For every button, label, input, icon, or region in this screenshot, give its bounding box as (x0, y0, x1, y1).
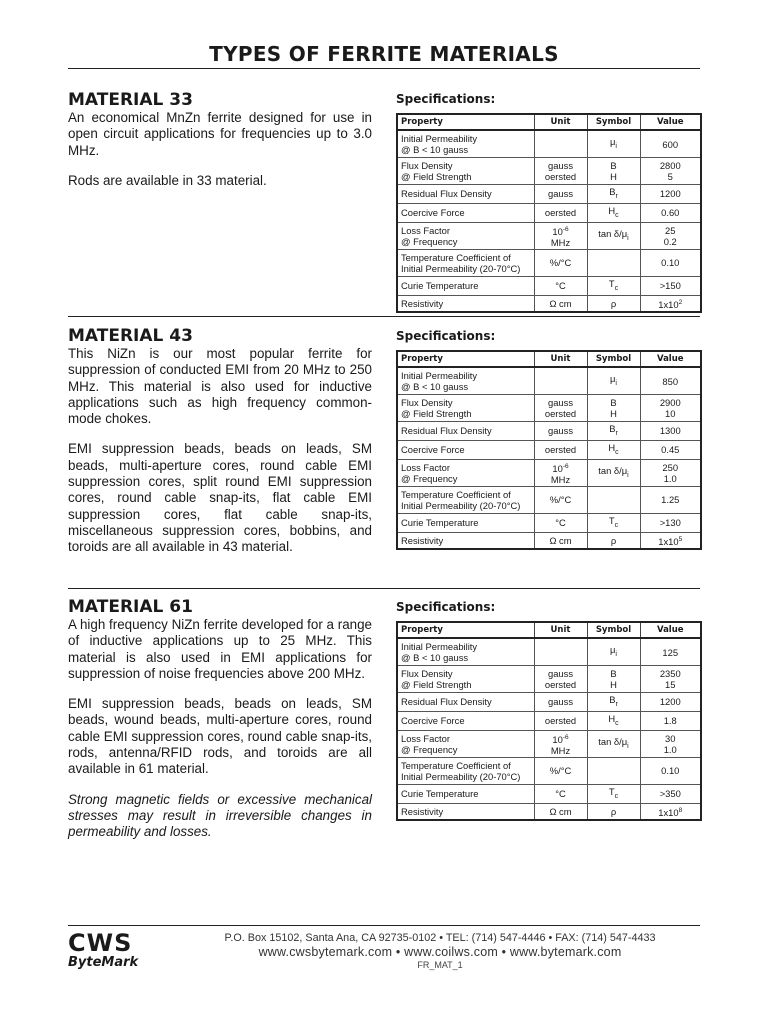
table-header-row (397, 114, 701, 130)
value-main: 1300 (659, 425, 681, 437)
table-row (397, 693, 701, 712)
symbol-subscript: i (615, 650, 617, 658)
symbol-main: ρ (610, 297, 617, 309)
unit-cell: Ω cm (534, 532, 587, 549)
unit-cell (534, 222, 587, 249)
unit-cell (534, 130, 587, 158)
property-header: Property (397, 114, 534, 130)
symbol-cell (587, 638, 640, 666)
unit-line2: MHz (550, 473, 571, 485)
table-row (397, 757, 701, 784)
property-cell: Residual Flux Density (397, 693, 534, 712)
value-cell (640, 693, 701, 712)
value-header: Value (640, 622, 701, 638)
unit-cell: gauss (534, 422, 587, 441)
symbol-main: B (609, 423, 616, 434)
value-main: 850 (662, 375, 679, 387)
unit-cell (534, 730, 587, 757)
unit-exponent: -6 (562, 733, 569, 741)
unit-cell: gauss oersted (534, 158, 587, 185)
symbol-cell (587, 203, 640, 222)
value-main: 1x10 (658, 298, 679, 310)
value-main: 1x10 (658, 806, 679, 818)
value-main: 1200 (659, 696, 681, 708)
material-description: A high frequency NiZn ferrite developed for a range of inductive applications up to 25 MHz. This material is also used in EMI applications for suppression of noise frequencies above 200 MHz. (68, 617, 372, 681)
symbol-subscript: c (614, 792, 619, 800)
unit-cell: %/°C (534, 486, 587, 513)
symbol-main: B (609, 694, 616, 705)
page-title: TYPES OF FERRITE MATERIALS (209, 42, 559, 66)
symbol-cell (587, 185, 640, 204)
property-cell: Initial Permeability @ B < 10 gauss (397, 130, 534, 158)
value-cell (640, 295, 701, 312)
symbol-cell (587, 295, 640, 312)
value-main: 30 1.0 (663, 732, 677, 755)
value-cell (640, 158, 701, 185)
symbol-cell (587, 367, 640, 395)
unit-cell: gauss oersted (534, 666, 587, 693)
material-43-specs (396, 329, 700, 550)
table-row (397, 222, 701, 249)
value-cell (640, 276, 701, 295)
value-main: 1200 (659, 188, 681, 200)
unit-cell (534, 367, 587, 395)
material-33-section (68, 90, 372, 203)
table-row (397, 367, 701, 395)
value-cell (640, 784, 701, 803)
value-cell (640, 130, 701, 158)
material-heading: MATERIAL 33 (68, 90, 193, 110)
value-main: 0.10 (661, 257, 680, 269)
symbol-main: B H (610, 397, 617, 419)
unit-cell: °C (534, 276, 587, 295)
logo-text: CWS (68, 929, 133, 957)
unit-cell: Ω cm (534, 803, 587, 820)
unit-exponent: -6 (562, 225, 569, 233)
property-cell: Temperature Coefficient of Initial Permeability (20-70°C) (397, 486, 534, 513)
value-main: 125 (662, 646, 679, 658)
property-cell: Coercive Force (397, 711, 534, 730)
unit-base: 10 (552, 462, 563, 474)
property-cell: Resistivity (397, 295, 534, 312)
unit-header: Unit (534, 351, 587, 367)
symbol-subscript: r (615, 192, 618, 200)
unit-line2: MHz (550, 744, 571, 756)
table-row (397, 295, 701, 312)
table-header-row (397, 351, 701, 367)
property-cell: Loss Factor @ Frequency (397, 730, 534, 757)
unit-line2: MHz (550, 236, 571, 248)
table-row (397, 486, 701, 513)
symbol-cell (587, 757, 640, 784)
material-description: This NiZn is our most popular ferrite for suppression of conducted EMI from 20 MHz to 250 MHz. This material is also used for inductive applications such as high frequency common-mode chokes. (68, 346, 372, 427)
property-cell: Loss Factor @ Frequency (397, 459, 534, 486)
property-cell: Curie Temperature (397, 276, 534, 295)
symbol-cell (587, 249, 640, 276)
symbol-main: H (608, 204, 616, 216)
material-availability: Rods are available in 33 material. (68, 172, 267, 188)
symbol-cell (587, 459, 640, 486)
material-61-specs (396, 600, 700, 821)
property-cell: Resistivity (397, 803, 534, 820)
material-heading: MATERIAL 61 (68, 597, 193, 617)
value-cell (640, 513, 701, 532)
specifications-table (396, 621, 702, 821)
unit-base: 10 (552, 225, 563, 237)
value-cell (640, 638, 701, 666)
symbol-cell (587, 532, 640, 549)
symbol-subscript: i (627, 471, 629, 479)
unit-cell: gauss (534, 185, 587, 204)
property-cell: Residual Flux Density (397, 422, 534, 441)
symbol-main: B (609, 186, 616, 197)
footer-address: P.O. Box 15102, Santa Ana, CA 92735-0102 • TEL: (714) 547-4446 • FAX: (714) 547-4433 (224, 932, 656, 944)
symbol-subscript: c (615, 211, 619, 219)
property-cell: Temperature Coefficient of Initial Permeability (20-70°C) (397, 249, 534, 276)
value-main: 1.8 (663, 715, 677, 727)
value-cell (640, 185, 701, 204)
table-row (397, 532, 701, 549)
unit-cell: %/°C (534, 757, 587, 784)
material-43-section (68, 326, 372, 570)
material-heading: MATERIAL 43 (68, 326, 193, 346)
value-exponent: 8 (678, 806, 683, 814)
table-row (397, 440, 701, 459)
material-description: An economical MnZn ferrite designed for use in open circuit applications for frequencies up to 3.0 MHz. (68, 110, 372, 158)
value-cell (640, 222, 701, 249)
symbol-main: μ (610, 373, 616, 385)
unit-cell: Ω cm (534, 295, 587, 312)
symbol-cell (587, 158, 640, 185)
property-cell: Coercive Force (397, 203, 534, 222)
value-main: >150 (659, 280, 681, 292)
title-divider (68, 68, 700, 69)
section-divider (68, 316, 700, 317)
symbol-cell (587, 784, 640, 803)
symbol-main: B H (610, 160, 617, 182)
property-cell: Flux Density @ Field Strength (397, 158, 534, 185)
symbol-main: ρ (610, 534, 617, 546)
unit-cell: gauss oersted (534, 395, 587, 422)
table-row (397, 395, 701, 422)
symbol-main: H (608, 712, 616, 724)
unit-cell: oersted (534, 711, 587, 730)
property-header: Property (397, 351, 534, 367)
symbol-subscript: r (615, 700, 618, 708)
table-row (397, 803, 701, 820)
table-row (397, 730, 701, 757)
value-main: 2900 10 (659, 397, 681, 419)
logo-subtext: ByteMark (68, 955, 139, 970)
material-availability: EMI suppression beads, beads on leads, SM beads, multi-aperture cores, round cable EMI suppression cores, split round EMI suppression cores, round cable snap-its, flat cable EMI suppression cores, flat cable snap-its, miscellaneous suppression cores, bobbins, and toroids are all available in 43 material. (68, 441, 372, 555)
unit-header: Unit (534, 114, 587, 130)
symbol-cell (587, 513, 640, 532)
value-main: >350 (659, 788, 681, 800)
symbol-header: Symbol (587, 114, 640, 130)
symbol-cell (587, 276, 640, 295)
value-main: 0.45 (661, 444, 680, 456)
value-cell (640, 459, 701, 486)
symbol-main: ρ (610, 805, 617, 817)
unit-cell (534, 459, 587, 486)
specifications-heading: Specifications: (396, 329, 496, 343)
specifications-table (396, 113, 702, 313)
property-cell: Curie Temperature (397, 784, 534, 803)
table-row (397, 158, 701, 185)
footer-websites[interactable]: www.cwsbytemark.com • www.coilws.com • www.bytemark.com (258, 945, 622, 959)
material-33-specs (396, 92, 700, 313)
property-cell: Flux Density @ Field Strength (397, 666, 534, 693)
value-header: Value (640, 351, 701, 367)
symbol-cell (587, 486, 640, 513)
unit-cell: °C (534, 784, 587, 803)
symbol-cell (587, 730, 640, 757)
value-exponent: 5 (678, 535, 683, 543)
symbol-main: tan δ/μ (598, 464, 628, 476)
value-main: 1.25 (661, 494, 680, 506)
property-cell: Flux Density @ Field Strength (397, 395, 534, 422)
symbol-subscript: i (627, 234, 629, 242)
symbol-subscript: c (615, 448, 619, 456)
value-main: 1x10 (658, 535, 679, 547)
cws-bytemark-logo (68, 931, 150, 970)
unit-cell: gauss (534, 693, 587, 712)
value-cell (640, 730, 701, 757)
table-row (397, 249, 701, 276)
table-row (397, 276, 701, 295)
unit-cell: oersted (534, 440, 587, 459)
table-row (397, 666, 701, 693)
value-cell (640, 395, 701, 422)
table-row (397, 130, 701, 158)
value-cell (640, 757, 701, 784)
table-row (397, 711, 701, 730)
symbol-main: μ (610, 136, 616, 148)
symbol-subscript: c (614, 284, 619, 292)
symbol-cell (587, 395, 640, 422)
symbol-subscript: c (615, 719, 619, 727)
value-main: 0.10 (661, 765, 680, 777)
value-cell (640, 486, 701, 513)
table-row (397, 638, 701, 666)
symbol-cell (587, 711, 640, 730)
value-cell (640, 803, 701, 820)
unit-cell: °C (534, 513, 587, 532)
unit-cell (534, 638, 587, 666)
symbol-cell (587, 803, 640, 820)
symbol-main: T (608, 277, 615, 289)
value-main: 2350 15 (659, 668, 681, 690)
specifications-heading: Specifications: (396, 600, 496, 614)
table-row (397, 203, 701, 222)
value-cell (640, 440, 701, 459)
symbol-main: tan δ/μ (598, 735, 628, 747)
symbol-cell (587, 693, 640, 712)
symbol-cell (587, 440, 640, 459)
section-divider (68, 588, 700, 589)
value-cell (640, 203, 701, 222)
value-main: 25 0.2 (663, 224, 677, 247)
property-cell: Initial Permeability @ B < 10 gauss (397, 367, 534, 395)
symbol-main: T (608, 785, 615, 797)
value-cell (640, 666, 701, 693)
property-cell: Temperature Coefficient of Initial Permeability (20-70°C) (397, 757, 534, 784)
symbol-main: H (608, 441, 616, 453)
table-header-row (397, 622, 701, 638)
value-main: 0.60 (661, 207, 680, 219)
property-cell: Curie Temperature (397, 513, 534, 532)
property-cell: Coercive Force (397, 440, 534, 459)
symbol-subscript: i (615, 379, 617, 387)
symbol-main: tan δ/μ (598, 227, 628, 239)
value-cell (640, 711, 701, 730)
unit-exponent: -6 (562, 462, 569, 470)
unit-cell: oersted (534, 203, 587, 222)
symbol-cell (587, 130, 640, 158)
symbol-main: T (608, 514, 615, 526)
unit-base: 10 (552, 733, 563, 745)
specifications-heading: Specifications: (396, 92, 496, 106)
value-cell (640, 249, 701, 276)
symbol-header: Symbol (587, 351, 640, 367)
value-cell (640, 367, 701, 395)
symbol-header: Symbol (587, 622, 640, 638)
symbol-main: B H (610, 668, 617, 690)
symbol-main: μ (610, 644, 616, 656)
document-code: FR_MAT_1 (417, 960, 463, 970)
symbol-cell (587, 422, 640, 441)
table-row (397, 185, 701, 204)
value-cell (640, 422, 701, 441)
property-cell: Resistivity (397, 532, 534, 549)
table-row (397, 513, 701, 532)
material-note: Strong magnetic fields or excessive mechanical stresses may result in irreversible changes in permeability and losses. (68, 791, 372, 840)
property-cell: Loss Factor @ Frequency (397, 222, 534, 249)
table-row (397, 784, 701, 803)
symbol-cell (587, 222, 640, 249)
material-61-section (68, 597, 372, 855)
symbol-cell (587, 666, 640, 693)
value-cell (640, 532, 701, 549)
material-availability: EMI suppression beads, beads on leads, SM beads, wound beads, multi-aperture cores, round cable EMI suppression cores, round cable snap-its, rods, antenna/RFID rods, and toroids are all available in 61 material. (68, 696, 372, 777)
footer-divider (68, 925, 700, 926)
table-row (397, 422, 701, 441)
property-header: Property (397, 622, 534, 638)
specifications-table (396, 350, 702, 550)
value-header: Value (640, 114, 701, 130)
value-exponent: 2 (678, 298, 683, 306)
unit-cell: %/°C (534, 249, 587, 276)
unit-header: Unit (534, 622, 587, 638)
symbol-subscript: r (615, 429, 618, 437)
value-main: 600 (662, 138, 679, 150)
value-main: 2800 5 (659, 160, 681, 182)
symbol-subscript: i (627, 742, 629, 750)
value-main: >130 (659, 517, 681, 529)
symbol-subscript: i (615, 142, 617, 150)
property-cell: Residual Flux Density (397, 185, 534, 204)
value-main: 250 1.0 (662, 461, 679, 484)
symbol-subscript: c (614, 521, 619, 529)
table-row (397, 459, 701, 486)
property-cell: Initial Permeability @ B < 10 gauss (397, 638, 534, 666)
